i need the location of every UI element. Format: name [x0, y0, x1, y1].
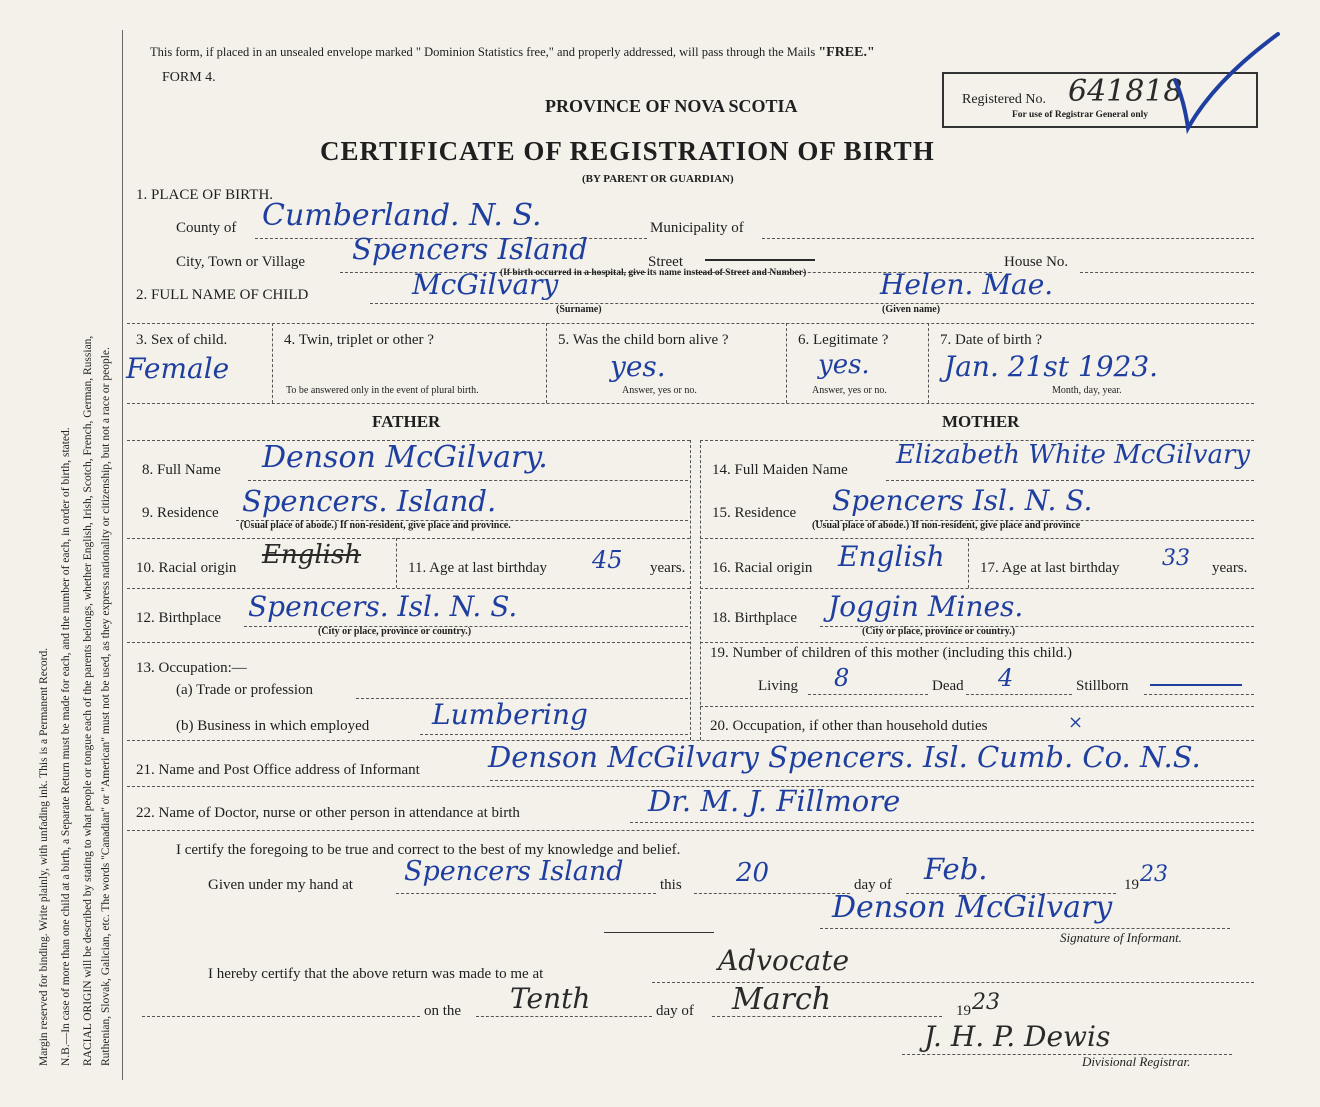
mother-name-value: Elizabeth White McGilvary: [896, 440, 1251, 470]
registered-number: 641818: [1068, 74, 1183, 109]
child-given-name: Helen. Mae.: [880, 268, 1054, 301]
sex-value: Female: [126, 352, 230, 385]
father-years: years.: [650, 560, 686, 576]
mother-name-line: [886, 480, 1254, 481]
province-heading: PROVINCE OF NOVA SCOTIA: [545, 96, 798, 116]
informant-line: [490, 780, 1254, 781]
mail-note: This form, if placed in an unsealed envelope marked " Dominion Statistics free," and properly addressed, will pass through the Mails "FREE.": [150, 45, 875, 60]
county-value: Cumberland. N. S.: [262, 198, 542, 233]
registrar-year: 23: [972, 990, 1000, 1015]
given-day: 20: [736, 858, 770, 888]
mother-occupation-label: 20. Occupation, if other than household duties: [710, 718, 988, 734]
mother-race-label: 16. Racial origin: [712, 560, 813, 576]
father-row13-top: [127, 642, 690, 643]
legitimate-label: 6. Legitimate ?: [798, 332, 889, 348]
given-label: Given under my hand at: [208, 877, 353, 893]
county-label: County of: [176, 220, 237, 236]
mother-row16-top: [700, 538, 1254, 539]
parents-divider-left: [690, 440, 691, 740]
dob-note: Month, day, year.: [1052, 385, 1122, 396]
father-birthplace-note: (City or place, province or country.): [318, 626, 472, 637]
row3-divider-2: [546, 323, 547, 403]
side-note-1: Margin reserved for binding. Write plainly, with unfading ink. This is a Permanent Record.: [38, 647, 50, 1066]
father-race-label: 10. Racial origin: [136, 560, 237, 576]
mother-residence-label: 15. Residence: [712, 505, 797, 521]
form-number: FORM 4.: [162, 70, 216, 85]
hospital-note: (If birth occurred in a hospital, give its name instead of Street and Number): [500, 268, 807, 278]
certification-statement: I certify the foregoing to be true and correct to the best of my knowledge and belief.: [176, 842, 681, 858]
registrar-day: Tenth: [510, 982, 591, 1015]
row3-divider-1: [272, 323, 273, 403]
mother-age-value: 33: [1162, 546, 1190, 571]
check-mark-icon: [1170, 30, 1285, 135]
mother-row20-top: [700, 706, 1254, 707]
mother-birthplace-label: 18. Birthplace: [712, 610, 797, 626]
child-name-label: 2. FULL NAME OF CHILD: [136, 287, 309, 303]
mother-row19-top: [700, 642, 1254, 643]
mother-residence-value: Spencers Isl. N. S.: [832, 484, 1093, 517]
child-name-line: [370, 303, 1254, 304]
city-label: City, Town or Village: [176, 254, 306, 270]
binding-margin-line: [122, 30, 123, 1080]
children-label: 19. Number of children of this mother (including this child.): [710, 645, 1073, 661]
house-label: House No.: [1004, 254, 1069, 270]
center-mark-line: [604, 932, 714, 933]
row3-top: [127, 323, 1254, 324]
parents-divider-right: [700, 440, 701, 740]
father-heading: FATHER: [372, 412, 441, 431]
business-line: [420, 734, 688, 735]
mother-residence-note: (Usual place of abode.) If non-resident, give place and province: [812, 520, 1081, 531]
father-name-label: 8. Full Name: [142, 462, 221, 478]
side-note-2: N.B.—In case of more than one child at a birth, a Separate Return must be made for each, and the number of each, in order of birth, stated.: [60, 427, 72, 1066]
father-name-value: Denson McGilvary.: [262, 440, 548, 475]
document-title: CERTIFICATE OF REGISTRATION OF BIRTH: [320, 136, 935, 166]
doctor-line: [630, 822, 1254, 823]
business-value: Lumbering: [432, 698, 588, 731]
dob-value: Jan. 21st 1923.: [944, 350, 1159, 383]
alive-note: Answer, yes or no.: [622, 385, 697, 396]
on-the-label: on the: [424, 1003, 462, 1019]
father-residence-value: Spencers. Island.: [242, 484, 497, 518]
mother-row18-top: [700, 588, 1254, 589]
given-place-line: [396, 893, 656, 894]
surname-caption: (Surname): [556, 304, 602, 315]
document-subtitle: (BY PARENT OR GUARDIAN): [582, 173, 734, 185]
father-race-divider: [396, 538, 397, 588]
father-row10-top: [127, 538, 690, 539]
dob-label: 7. Date of birth ?: [940, 332, 1043, 348]
row3-divider-4: [928, 323, 929, 403]
doctor-value: Dr. M. J. Fillmore: [648, 784, 901, 818]
informant-signature-caption: Signature of Informant.: [1060, 930, 1182, 945]
living-label: Living: [758, 678, 798, 694]
alive-label: 5. Was the child born alive ?: [558, 332, 729, 348]
given-year: 23: [1140, 862, 1168, 887]
dead-value: 4: [998, 664, 1014, 692]
alive-value: yes.: [610, 350, 666, 383]
municipality-line: [762, 238, 1254, 239]
registrar-signature-caption: Divisional Registrar.: [1082, 1054, 1191, 1069]
mother-birthplace-note: (City or place, province or country.): [862, 626, 1016, 637]
living-line: [808, 694, 928, 695]
mother-occupation-value: ×: [1068, 712, 1084, 733]
father-residence-note: (Usual place of abode.) If non-resident, give place and province.: [240, 520, 511, 531]
stillborn-line: [1144, 694, 1254, 695]
registrar-month: March: [732, 982, 832, 1017]
occupation-label: 13. Occupation:—: [136, 660, 247, 676]
father-residence-label: 9. Residence: [142, 505, 219, 521]
doctor-label: 22. Name of Doctor, nurse or other person in attendance at birth: [136, 805, 520, 821]
legitimate-note: Answer, yes or no.: [812, 385, 887, 396]
this-label: this: [660, 877, 682, 893]
father-birthplace-value: Spencers. Isl. N. S.: [248, 590, 518, 623]
mother-race-value: English: [838, 540, 945, 573]
registrar-left-line: [142, 1016, 420, 1017]
registrar-signature: J. H. P. Dewis: [924, 1020, 1111, 1053]
father-age-value: 45: [592, 546, 623, 574]
registrar-day-of-label: day of: [656, 1003, 694, 1019]
mother-birthplace-value: Joggin Mines.: [828, 590, 1024, 623]
informant-label: 21. Name and Post Office address of Informant: [136, 762, 420, 778]
father-birthplace-label: 12. Birthplace: [136, 610, 221, 626]
father-row12-top: [127, 588, 690, 589]
row3-divider-3: [786, 323, 787, 403]
mother-name-label: 14. Full Maiden Name: [712, 462, 848, 478]
informant-signature: Denson McGilvary: [832, 890, 1113, 925]
registrar-place: Advocate: [718, 944, 850, 977]
given-day-line: [694, 893, 850, 894]
given-month: Feb.: [924, 852, 988, 886]
registrar-note: For use of Registrar General only: [1012, 110, 1149, 120]
city-value: Spencers Island: [352, 232, 588, 266]
father-age-label: 11. Age at last birthday: [408, 560, 547, 576]
living-value: 8: [834, 664, 850, 692]
twin-note: To be answered only in the event of plural birth.: [286, 385, 479, 396]
given-caption: (Given name): [882, 304, 941, 315]
stillborn-label: Stillborn: [1076, 678, 1129, 694]
twin-label: 4. Twin, triplet or other ?: [284, 332, 434, 348]
informant-signature-line: [820, 928, 1230, 929]
informant-value: Denson McGilvary Spencers. Isl. Cumb. Co. N.S.: [488, 740, 1201, 774]
street-dash: [705, 259, 815, 261]
registrar-month-line: [712, 1016, 942, 1017]
registered-label: Registered No.: [962, 92, 1046, 107]
registrar-year-prefix: 19: [956, 1003, 971, 1019]
municipality-label: Municipality of: [650, 220, 744, 236]
registrar-statement: I hereby certify that the above return was made to me at: [208, 966, 544, 982]
given-place: Spencers Island: [404, 856, 624, 887]
mother-heading: MOTHER: [942, 412, 1020, 431]
dead-line: [966, 694, 1072, 695]
given-day-of-label: day of: [854, 877, 892, 893]
side-note-4: Ruthenian, Slovak, Galician, etc. The words "Canadian" or "American" must not be used, as they express nationality or citizenship, but not a race or people.: [100, 347, 112, 1066]
mother-race-divider: [968, 538, 969, 588]
mother-age-label: 17. Age at last birthday: [980, 560, 1120, 576]
dead-label: Dead: [932, 678, 964, 694]
parents-top: [127, 403, 1254, 404]
mother-years: years.: [1212, 560, 1248, 576]
business-label: (b) Business in which employed: [176, 718, 370, 734]
given-year-prefix: 19: [1124, 877, 1139, 893]
sex-label: 3. Sex of child.: [136, 332, 228, 348]
legitimate-value: yes.: [818, 350, 870, 380]
stillborn-dash: [1150, 684, 1242, 686]
registrar-day-line: [476, 1016, 652, 1017]
father-name-line: [248, 480, 688, 481]
street-label: Street: [648, 254, 683, 270]
side-note-3: RACIAL ORIGIN will be described by stating to what people or tongue each of the parents belongs, whether English, Irish, Scotch, French, German, Russian,: [82, 335, 94, 1066]
father-race-value: English: [262, 540, 362, 570]
child-surname: McGilvary: [412, 268, 559, 301]
certification-top: [127, 830, 1254, 831]
house-line: [1080, 272, 1254, 273]
trade-label: (a) Trade or profession: [176, 682, 314, 698]
place-of-birth-label: 1. PLACE OF BIRTH.: [136, 187, 274, 203]
